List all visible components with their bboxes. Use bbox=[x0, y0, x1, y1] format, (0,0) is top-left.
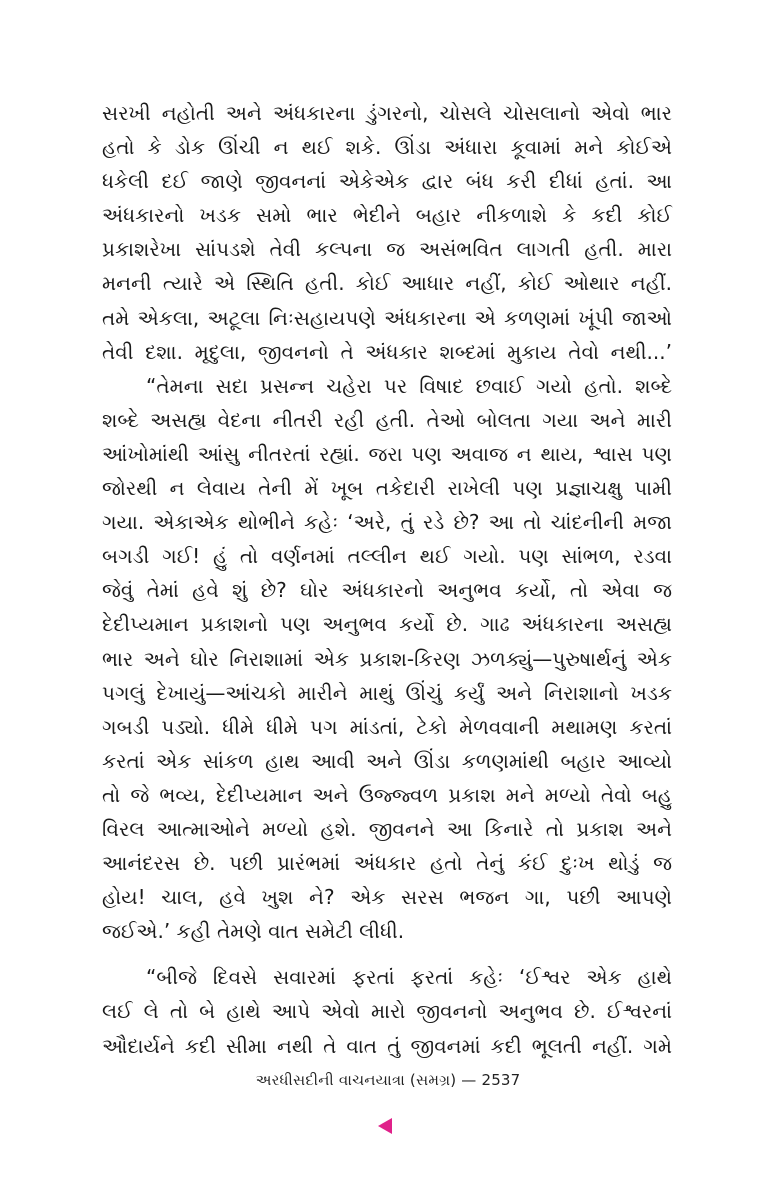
page-footer: અરધીસદીની વાચનયાત્રા (સમગ્ર) — 2537 bbox=[255, 1071, 521, 1089]
text-line: પ્રકાશરેખા સાંપડશે તેવી કલ્પના જ અસંભવિત લાગતી હતી. મારા bbox=[102, 237, 672, 262]
text-line: દેદીપ્યમાન પ્રકાશનો પણ અનુભવ કર્યો છે. ગાઢ અંધકારના અસહ્ય bbox=[102, 612, 672, 637]
text-line: ધકેલી દઈ જાણે જીવનનાં એકેએક દ્વાર બંધ કરી દીધાં હતાં. આ bbox=[102, 169, 672, 194]
text-line: આંખોમાંથી આંસુ નીતરતાં રહ્યાં. જરા પણ અવાજ ન થાય, શ્વાસ પણ bbox=[102, 441, 672, 466]
text-line: ઔદાર્યને કદી સીમા નથી તે વાત તું જીવનમાં કદી ભૂલતી નહીં. ગમે bbox=[102, 1033, 672, 1058]
body-text bbox=[102, 96, 672, 1063]
triangle-left-icon[interactable] bbox=[378, 1118, 392, 1134]
paragraph-2 bbox=[102, 369, 672, 949]
text-line: જેવું તેમાં હવે શું છે? ઘોર અંધકારનો અનુભવ કર્યો, તો એવા જ bbox=[102, 578, 672, 603]
text-line: હોય! ચાલ, હવે ખુશ ને? એક સરસ ભજન ગા, પછી આપણે bbox=[102, 885, 672, 910]
text-line: કરતાં એક સાંકળ હાથ આવી અને ઊંડા કળણમાંથી બહાર આવ્યો bbox=[102, 748, 672, 773]
text-line: ગબડી પડ્યો. ધીમે ધીમે પગ માંડતાં, ટેકો મેળવવાની મથામણ કરતાં bbox=[102, 714, 672, 739]
text-line: શબ્દે અસહ્ય વેદના નીતરી રહી હતી. તેઓ બોલતા ગયા અને મારી bbox=[102, 407, 672, 432]
paragraph-3 bbox=[102, 960, 672, 1062]
text-line: વિરલ આત્માઓને મળ્યો હશે. જીવનને આ કિનારે તો પ્રકાશ અને bbox=[102, 816, 672, 841]
text-line: અંધકારનો ખડક સમો ભાર ભેદીને બહાર નીકળાશે કે કદી કોઈ bbox=[102, 203, 672, 228]
text-line: તો જે ભવ્ય, દેદીપ્યમાન અને ઉજ્જ્વળ પ્રકાશ મને મળ્યો તેવો બહુ bbox=[102, 782, 672, 807]
text-line: આનંદરસ છે. પછી પ્રારંભમાં અંધકાર હતો તેનું કંઈ દુઃખ થોડું જ bbox=[102, 851, 672, 876]
text-line: લઈ લે તો બે હાથે આપે એવો મારો જીવનનો અનુભવ છે. ઈશ્વરનાં bbox=[102, 999, 672, 1024]
text-line: તેવી દશા. મૃદુલા, જીવનનો તે અંધકાર શબ્દમાં મુકાય તેવો નથી...’ bbox=[102, 339, 672, 364]
text-line: મનની ત્યારે એ સ્થિતિ હતી. કોઈ આધાર નહીં, કોઈ ઓથાર નહીં. bbox=[102, 271, 672, 296]
text-line: બગડી ગઈ! હું તો વર્ણનમાં તલ્લીન થઈ ગયો. પણ સાંભળ, રડવા bbox=[102, 544, 672, 569]
text-line: પગલું દેખાયું—આંચકો મારીને માથું ઊંચું કર્યું અને નિરાશાનો ખડક bbox=[102, 680, 672, 705]
paragraph-1 bbox=[102, 96, 672, 369]
text-line: ભાર અને ઘોર નિરાશામાં એક પ્રકાશ-કિરણ ઝળક્યું—પુરુષાર્થનું એક bbox=[102, 646, 672, 671]
text-line: તમે એકલા, અટૂલા નિઃસહાયપણે અંધકારના એ કળણમાં ખૂંપી જાઓ bbox=[102, 305, 672, 330]
text-line: જઈએ.’ કહી તેમણે વાત સમેટી લીધી. bbox=[102, 919, 405, 944]
text-line: સરખી નહોતી અને અંધકારના ડુંગરનો, ચોસલે ચોસલાનો એવો ભાર bbox=[102, 101, 672, 125]
text-line: હતો કે ડોક ઊંચી ન થઈ શકે. ઊંડા અંધારા કૂવામાં મને કોઈએ bbox=[102, 135, 672, 160]
text-line: “તેમના સદા પ્રસન્ન ચહેરા પર વિષાદ છવાઈ ગયો હતો. શબ્દે bbox=[146, 373, 672, 398]
text-line: ગયા. એકાએક થોભીને કહેઃ ‘અરે, તું રડે છે? આ તો ચાંદનીની મજા bbox=[102, 510, 672, 535]
text-line: “બીજે દિવસે સવારમાં ફરતાં ફરતાં કહેઃ ‘ઈશ્વર એક હાથે bbox=[146, 965, 672, 990]
text-line: જોરથી ન લેવાય તેની મેં ખૂબ તકેદારી રાખેલી પણ પ્રજ્ઞાચક્ષુ પામી bbox=[102, 476, 672, 501]
